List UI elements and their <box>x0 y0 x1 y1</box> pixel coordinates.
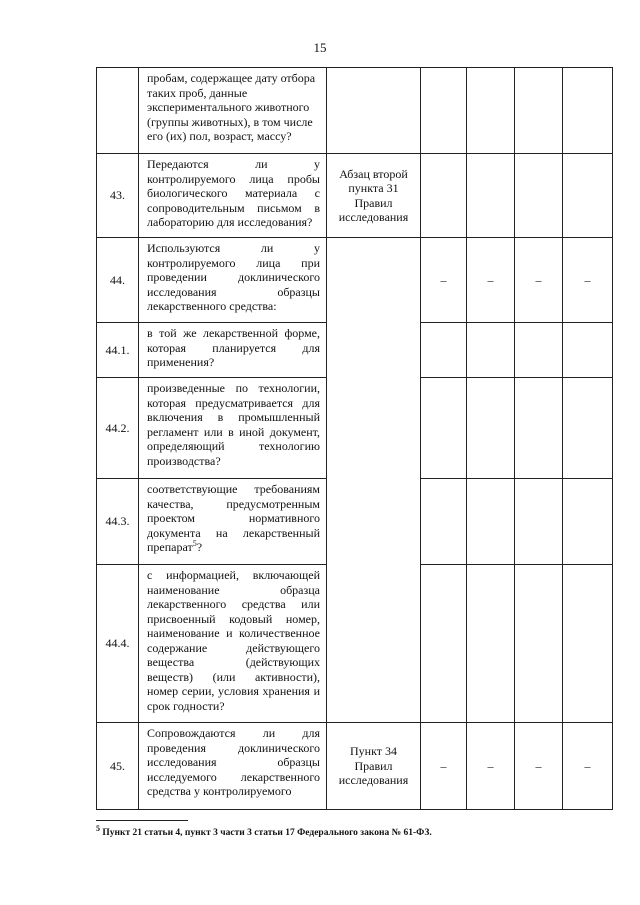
checklist-table <box>96 67 613 810</box>
footnote-divider <box>96 820 188 821</box>
answer-cell-no <box>467 378 515 479</box>
answer-cell-yes <box>421 238 467 323</box>
question-cell <box>139 68 327 154</box>
reference-cell: Абзац второй пункта 31 Правил исследования <box>327 154 421 238</box>
dash-mark: – <box>535 272 542 287</box>
table-row <box>97 238 613 323</box>
answer-cell-no <box>467 68 515 154</box>
question-end: ? <box>196 540 203 554</box>
table-row <box>97 723 613 810</box>
reference-cell <box>327 68 421 154</box>
answer-cell-na <box>515 565 563 723</box>
answer-cell-note <box>563 323 613 378</box>
answer-cell-yes <box>421 154 467 238</box>
question-cell <box>139 479 327 565</box>
answer-cell-na <box>515 378 563 479</box>
answer-cell-no <box>467 323 515 378</box>
dash-mark: – <box>440 758 447 773</box>
answer-cell-note <box>563 68 613 154</box>
reference-cell <box>327 238 421 723</box>
answer-cell-no <box>467 154 515 238</box>
dash-mark: – <box>535 758 542 773</box>
answer-cell-yes <box>421 723 467 810</box>
answer-cell-note <box>563 154 613 238</box>
question-cell: произведенные по технологии, которая предусматривается для включения в промышленный регламент или в иной документ, определяющий технологию производства? <box>139 378 327 479</box>
table-row <box>97 154 613 238</box>
answer-cell-na <box>515 154 563 238</box>
row-number: 43. <box>97 154 139 238</box>
question-cell: с информацией, включающей наименование образца лекарственного средства или присвоенный кодовый номер, наименование и количественное содержание действующего вещества (действующих веществ) (или активности), номер серии, условия хранения и срок годности? <box>139 565 327 723</box>
answer-cell-note <box>563 378 613 479</box>
question-cell: Сопровождаются ли для проведения доклинического исследования образцы исследуемого лекарственного средства у контролируемого <box>139 723 327 810</box>
answer-cell-yes <box>421 378 467 479</box>
dash-mark: – <box>584 272 591 287</box>
row-number: 44.4. <box>97 565 139 723</box>
question-line: экспериментального животного <box>147 100 310 114</box>
question-line: его (их) пол, возраст, массу? <box>147 129 292 143</box>
answer-cell-yes <box>421 68 467 154</box>
row-number: 44.1. <box>97 323 139 378</box>
footnote-mark: 5 <box>96 823 100 833</box>
reference-cell: Пункт 34 Правил исследования <box>327 723 421 810</box>
question-cell: Передаются ли у контролируемого лица пробы биологического материала с сопроводительным письмом в лабораторию для исследования? <box>139 154 327 238</box>
question-line: пробам, содержащее дату отбора <box>147 71 316 85</box>
answer-cell-yes <box>421 479 467 565</box>
dash-mark: – <box>487 758 494 773</box>
answer-cell-note <box>563 238 613 323</box>
row-number: 44.3. <box>97 479 139 565</box>
answer-cell-note <box>563 723 613 810</box>
answer-cell-note <box>563 565 613 723</box>
footnote-text: Пункт 21 статьи 4, пункт 3 части 3 статьи 17 Федерального закона № 61-ФЗ. <box>100 828 432 838</box>
answer-cell-na <box>515 479 563 565</box>
question-cell: в той же лекарственной форме, которая планируется для применения? <box>139 323 327 378</box>
answer-cell-no <box>467 479 515 565</box>
answer-cell-yes <box>421 323 467 378</box>
row-number: 44.2. <box>97 378 139 479</box>
answer-cell-no <box>467 238 515 323</box>
row-number: 45. <box>97 723 139 810</box>
row-number: 44. <box>97 238 139 323</box>
dash-mark: – <box>584 758 591 773</box>
question-cell: Используются ли у контролируемого лица при проведении доклинического исследования образцы лекарственного средства: <box>139 238 327 323</box>
answer-cell-no <box>467 565 515 723</box>
answer-cell-na <box>515 238 563 323</box>
question-line-text: таких проб, данные <box>147 85 248 100</box>
dash-mark: – <box>487 272 494 287</box>
question-line: (группы животных), в том числе <box>147 114 313 129</box>
answer-cell-na <box>515 723 563 810</box>
table-row <box>97 68 613 154</box>
question-line <box>147 86 320 101</box>
answer-cell-na <box>515 68 563 154</box>
question-text: соответствующие требованиям качества, предусмотренным проектом нормативного документа на лекарственный препарат <box>147 482 320 554</box>
footnote <box>96 823 616 838</box>
footnote-ref: 5 <box>192 539 197 548</box>
dash-mark: – <box>440 272 447 287</box>
answer-cell-no <box>467 723 515 810</box>
row-number <box>97 68 139 154</box>
page-number: 15 <box>313 40 327 55</box>
answer-cell-yes <box>421 565 467 723</box>
answer-cell-note <box>563 479 613 565</box>
answer-cell-na <box>515 323 563 378</box>
